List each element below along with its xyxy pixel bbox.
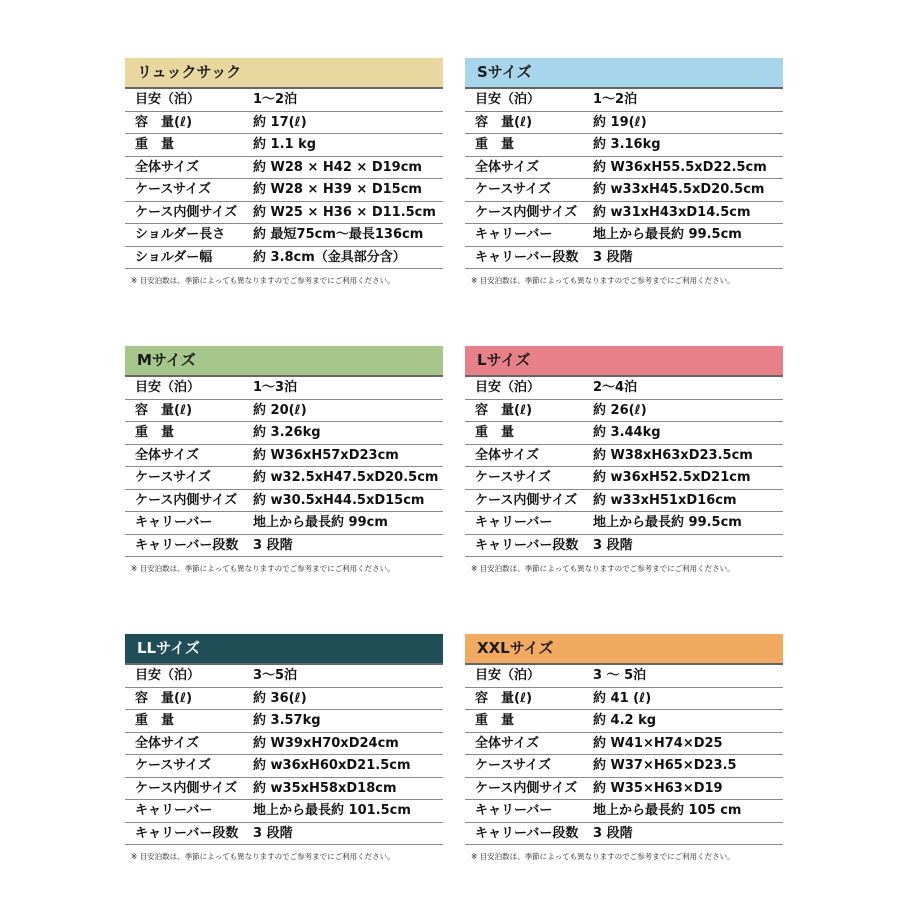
spec-label: 容 量(ℓ) [475,114,533,130]
spec-row [465,445,783,468]
spec-label: キャリーバー段数 [135,825,239,841]
spec-value: 地上から最長約 99.5cm [593,227,742,242]
spec-row [125,445,443,468]
spec-label: 目安（泊） [475,668,541,683]
spec-label: ケース内側サイズ [475,492,578,508]
spec-value: 約 3.57kg [253,713,321,728]
panel-title: XXLサイズ [465,634,783,665]
spec-value: 約 W36xH57xD23cm [253,447,399,463]
footnote: ※ 目安泊数は、季節によっても異なりますのでご参考までにご利用ください。 [471,852,735,861]
spec-value: 約 w36xH60xD21.5cm [253,758,411,773]
spec-label: キャリーバー段数 [475,825,579,841]
spec-table [465,377,783,557]
spec-value: 約 W37×H65×D23.5 [593,758,737,773]
spec-row [125,179,443,202]
spec-row [465,224,783,247]
footnote: ※ 目安泊数は、季節によっても異なりますのでご参考までにご利用ください。 [131,564,395,573]
spec-label: 目安（泊） [475,380,541,395]
spec-label: 容 量(ℓ) [475,402,533,418]
spec-panel-ll-size [125,634,443,862]
spec-value: 約 W25 × H36 × D11.5cm [253,204,436,220]
spec-label: 目安（泊） [135,668,201,683]
footnote: ※ 目安泊数は、季節によっても異なりますのでご参考までにご利用ください。 [471,564,735,573]
spec-row [465,733,783,756]
spec-row [125,467,443,490]
spec-label: 容 量(ℓ) [135,402,193,418]
spec-value: 約 1.1 kg [253,137,317,152]
spec-value: 約 w36xH52.5xD21cm [593,470,751,485]
spec-value: 約 3.16kg [593,137,661,152]
spec-value: 約 W41×H74×D25 [593,735,723,751]
spec-row [465,512,783,535]
spec-row [465,202,783,225]
footnote: ※ 目安泊数は、季節によっても異なりますのでご参考までにご利用ください。 [131,276,395,285]
spec-row [465,665,783,688]
spec-value: 3 段階 [253,537,293,553]
spec-label: キャリーバー段数 [475,537,579,553]
spec-row [125,202,443,225]
spec-label: 重 量 [135,713,175,728]
spec-label: ケースサイズ [475,182,552,197]
spec-value: 約 4.2 kg [593,713,657,728]
spec-value: 約 20(ℓ) [253,402,307,418]
spec-label: ケースサイズ [135,758,212,773]
spec-row [125,755,443,778]
spec-label: ケース内側サイズ [475,780,578,796]
spec-table [125,89,443,269]
spec-label: ケースサイズ [475,470,552,485]
spec-panel-xxl-size [465,634,783,862]
spec-label: ケース内側サイズ [135,780,238,796]
spec-row [465,535,783,558]
spec-row [125,422,443,445]
spec-row [465,688,783,711]
spec-label: ケースサイズ [135,470,212,485]
spec-label: 目安（泊） [135,92,201,107]
spec-value: 3 ～ 5泊 [593,668,647,683]
spec-value: 3～5泊 [253,668,298,683]
spec-value: 地上から最長約 99.5cm [593,515,742,530]
spec-value: 約 W28 × H39 × D15cm [253,182,422,197]
spec-value: 3 段階 [253,825,293,841]
spec-label: 容 量(ℓ) [475,690,533,706]
spec-value: 1～3泊 [253,380,298,395]
spec-row [465,490,783,513]
panel-title: Lサイズ [465,346,783,377]
spec-row [465,377,783,400]
spec-row [465,467,783,490]
spec-row [465,422,783,445]
spec-row [125,688,443,711]
spec-label: 容 量(ℓ) [135,114,193,130]
spec-row [125,823,443,846]
spec-label: 全体サイズ [135,735,199,751]
spec-label: 重 量 [475,713,515,728]
spec-row [465,710,783,733]
spec-label: ショルダー幅 [135,249,213,265]
spec-value: 約 W36xH55.5xD22.5cm [593,159,767,175]
spec-label: ケースサイズ [475,758,552,773]
spec-label: キャリーバー [135,803,213,818]
spec-row [125,535,443,558]
spec-row [125,89,443,112]
spec-label: 全体サイズ [135,159,199,175]
spec-label: キャリーバー段数 [135,537,239,553]
spec-value: 約 3.26kg [253,425,321,440]
spec-value: 約 W39xH70xD24cm [253,735,399,751]
spec-label: 全体サイズ [475,735,539,751]
spec-label: 重 量 [135,137,175,152]
spec-row [465,755,783,778]
spec-row [465,247,783,270]
spec-panel-rucksack [125,58,443,286]
spec-value: 地上から最長約 105 cm [593,803,742,818]
spec-row [125,778,443,801]
spec-row [465,179,783,202]
spec-label: キャリーバー [475,515,553,530]
spec-table [125,377,443,557]
spec-value: 約 w32.5xH47.5xD20.5cm [253,470,439,485]
spec-value: 1～2泊 [253,92,298,107]
spec-value: 約 w33xH51xD16cm [593,492,737,508]
spec-value: 約 w30.5xH44.5xD15cm [253,492,425,508]
spec-row [125,710,443,733]
spec-row [125,377,443,400]
spec-label: キャリーバー [475,803,553,818]
spec-value: 約 w31xH43xD14.5cm [593,204,751,220]
spec-row [465,157,783,180]
spec-value: 約 36(ℓ) [253,690,307,706]
spec-value: 約 17(ℓ) [253,114,307,130]
spec-value: 約 W38xH63xD23.5cm [593,447,753,463]
spec-value: 約 W28 × H42 × D19cm [253,159,422,175]
spec-row [125,733,443,756]
spec-value: 約 最短75cm～最長136cm [253,227,424,242]
spec-value: 1～2泊 [593,92,638,107]
spec-label: キャリーバー [475,227,553,242]
spec-value: 3 段階 [593,537,633,553]
spec-value: 3 段階 [593,249,633,265]
spec-value: 約 w33xH45.5xD20.5cm [593,182,765,197]
spec-label: 重 量 [475,137,515,152]
spec-row [125,512,443,535]
spec-row [465,400,783,423]
spec-row [465,134,783,157]
footnote: ※ 目安泊数は、季節によっても異なりますのでご参考までにご利用ください。 [131,852,395,861]
spec-row [125,134,443,157]
spec-value: 約 w35xH58xD18cm [253,780,397,796]
panel-title: Mサイズ [125,346,443,377]
panel-title: Sサイズ [465,58,783,89]
spec-value: 約 3.44kg [593,425,661,440]
spec-label: ケース内側サイズ [475,204,578,220]
spec-label: キャリーバー段数 [475,249,579,265]
spec-label: 目安（泊） [135,380,201,395]
spec-panel-s-size [465,58,783,286]
spec-value: 3 段階 [593,825,633,841]
spec-row [465,778,783,801]
panel-title: LLサイズ [125,634,443,665]
spec-label: 容 量(ℓ) [135,690,193,706]
spec-panel-m-size [125,346,443,574]
spec-label: キャリーバー [135,515,213,530]
spec-row [125,112,443,135]
spec-row [125,247,443,270]
footnote: ※ 目安泊数は、季節によっても異なりますのでご参考までにご利用ください。 [471,276,735,285]
spec-label: 全体サイズ [475,447,539,463]
spec-row [125,800,443,823]
spec-value: 約 W35×H63×D19 [593,780,723,796]
spec-label: 全体サイズ [135,447,199,463]
spec-row [125,224,443,247]
spec-row [465,800,783,823]
spec-label: 全体サイズ [475,159,539,175]
spec-row [125,490,443,513]
spec-label: ケース内側サイズ [135,204,238,220]
spec-value: 地上から最長約 101.5cm [253,803,411,818]
spec-label: 重 量 [135,425,175,440]
spec-row [465,112,783,135]
spec-value: 約 41 (ℓ) [593,690,652,706]
spec-value: 約 19(ℓ) [593,114,647,130]
spec-label: ケースサイズ [135,182,212,197]
spec-panel-l-size [465,346,783,574]
spec-value: 2～4泊 [593,380,638,395]
spec-row [125,157,443,180]
panel-title: リュックサック [125,58,443,89]
spec-row [465,89,783,112]
spec-value: 約 26(ℓ) [593,402,647,418]
spec-value: 地上から最長約 99cm [253,515,388,530]
spec-row [125,665,443,688]
spec-label: ケース内側サイズ [135,492,238,508]
spec-row [125,400,443,423]
spec-value: 約 3.8cm（金具部分含） [253,249,406,265]
spec-table [465,665,783,845]
spec-row [465,823,783,846]
spec-label: 目安（泊） [475,92,541,107]
spec-table [465,89,783,269]
spec-label: ショルダー長さ [135,227,226,242]
spec-table [125,665,443,845]
spec-label: 重 量 [475,425,515,440]
